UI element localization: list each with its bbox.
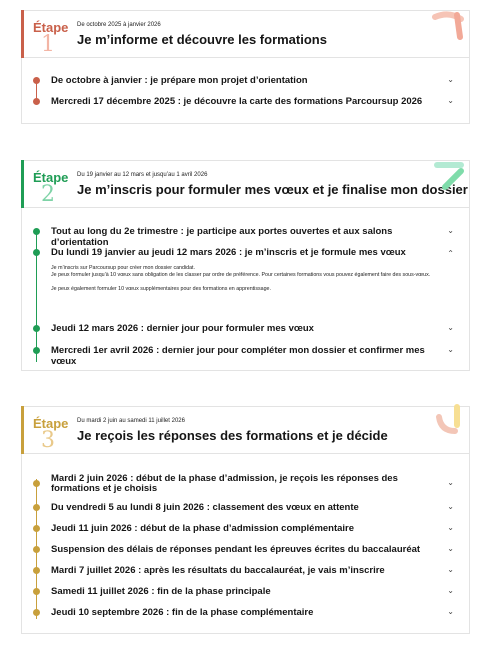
step-2-item-2[interactable]	[22, 247, 469, 258]
step-3-item-4[interactable]	[22, 544, 469, 555]
chevron-down-icon[interactable]: ⌄	[447, 544, 454, 553]
chevron-down-icon[interactable]: ⌄	[447, 502, 454, 511]
chevron-down-icon[interactable]: ⌄	[447, 478, 454, 487]
panel-text: Je peux également formuler 10 vœux supplémentaires pour des formations en apprentissage.	[51, 286, 271, 292]
step-2-header	[22, 161, 469, 208]
timeline-dot	[33, 325, 40, 332]
timeline-dot	[33, 546, 40, 553]
step-3-item-5[interactable]	[22, 565, 469, 576]
chevron-down-icon[interactable]: ⌄	[447, 323, 454, 332]
step-1-accent-bar	[21, 10, 24, 58]
item-label: Mardi 7 juillet 2026 : après les résultats du baccalauréat, je vais m’inscrire	[51, 565, 385, 576]
panel-text: Je m’inscris sur Parcoursup pour créer mon dossier candidat.	[51, 265, 195, 271]
step-1-item-2[interactable]	[22, 96, 469, 107]
item-label: Jeudi 11 juin 2026 : début de la phase d’admission complémentaire	[51, 523, 355, 534]
step-3-title: Je reçois les réponses des formations et je décide	[77, 428, 388, 443]
step-1-title: Je m’informe et découvre les formations	[77, 32, 327, 47]
step-1-card	[21, 10, 470, 124]
timeline-dot	[33, 609, 40, 616]
item-label: Samedi 11 juillet 2026 : fin de la phase principale	[51, 586, 271, 597]
step-3-etape-label: Étape	[33, 416, 69, 431]
timeline-dot	[33, 228, 40, 235]
item-label: Du lundi 19 janvier au jeudi 12 mars 2026 : je m’inscris et je formule mes vœux	[51, 247, 406, 258]
step-1-decoration-icon	[431, 7, 465, 41]
step-2-item-4[interactable]	[22, 345, 469, 367]
step-3-item-6[interactable]	[22, 586, 469, 597]
step-1-etape-label: Étape	[33, 20, 69, 35]
item-label: Suspension des délais de réponses pendant les épreuves écrites du baccalauréat	[51, 544, 421, 555]
step-2-number: 2	[41, 182, 55, 207]
step-2-title: Je m’inscris pour formuler mes vœux et je finalise mon dossier	[77, 182, 468, 197]
chevron-down-icon[interactable]: ⌄	[447, 96, 454, 105]
item-label: Jeudi 12 mars 2026 : dernier jour pour formuler mes vœux	[51, 323, 314, 334]
item-label: Jeudi 10 septembre 2026 : fin de la phase complémentaire	[51, 607, 314, 618]
timeline-dot	[33, 249, 40, 256]
timeline-dot	[33, 525, 40, 532]
chevron-down-icon[interactable]: ⌄	[447, 226, 454, 235]
timeline-dot	[33, 588, 40, 595]
item-label: Mercredi 17 décembre 2025 : je découvre la carte des formations Parcoursup 2026	[51, 96, 423, 107]
step-3-decoration-icon	[431, 403, 465, 437]
step-3-dates: Du mardi 2 juin au samedi 11 juillet 2026	[77, 418, 185, 424]
step-3-number: 3	[41, 428, 55, 453]
chevron-down-icon[interactable]: ⌄	[447, 607, 454, 616]
step-3-card	[21, 406, 470, 634]
chevron-down-icon[interactable]: ⌄	[447, 565, 454, 574]
item-label: De octobre à janvier : je prépare mon projet d’orientation	[51, 75, 308, 86]
chevron-down-icon[interactable]: ⌄	[447, 586, 454, 595]
chevron-up-icon[interactable]: ⌃	[447, 249, 454, 258]
item-label: Mardi 2 juin 2026 : début de la phase d’admission, je reçois les réponses des formations et je choisis	[51, 473, 398, 494]
step-3-item-1[interactable]	[22, 474, 469, 494]
step-3-header	[22, 407, 469, 454]
timeline-dot	[33, 98, 40, 105]
step-2-dates: Du 19 janvier au 12 mars et jusqu’au 1 avril 2026	[77, 172, 208, 178]
step-3-item-7[interactable]	[22, 607, 469, 618]
panel-text: Je peux formuler jusqu’à 10 vœux sans obligation de les classer par ordre de préférence. Pour certaines formations vous pouvez également faire des sous-vœux.	[51, 272, 431, 278]
step-1-header	[22, 11, 469, 58]
timeline-dot	[33, 504, 40, 511]
chevron-down-icon[interactable]: ⌄	[447, 523, 454, 532]
timeline-dot	[33, 347, 40, 354]
step-1-dates: De octobre 2025 à janvier 2026	[77, 22, 161, 28]
step-3-item-3[interactable]	[22, 523, 469, 534]
timeline-dot	[33, 77, 40, 84]
item-label: Du vendredi 5 au lundi 8 juin 2026 : classement des vœux en attente	[51, 502, 359, 513]
timeline-dot	[33, 567, 40, 574]
step-2-decoration-icon	[431, 157, 465, 191]
item-label: Mercredi 1er avril 2026 : dernier jour pour compléter mon dossier et confirmer mes vœux	[51, 345, 425, 367]
timeline-dot	[33, 480, 40, 487]
step-2-item-3[interactable]	[22, 323, 469, 334]
step-2-accent-bar	[21, 160, 24, 208]
step-2-etape-label: Étape	[33, 170, 69, 185]
step-3-accent-bar	[21, 406, 24, 454]
chevron-down-icon[interactable]: ⌄	[447, 75, 454, 84]
item-label: Tout au long du 2e trimestre : je participe aux portes ouvertes et aux salons d’orientation	[51, 226, 393, 248]
step-2-card	[21, 160, 470, 371]
step-1-number: 1	[41, 32, 55, 57]
step-2-item-1[interactable]	[22, 226, 469, 248]
chevron-down-icon[interactable]: ⌄	[447, 345, 454, 354]
step-3-item-2[interactable]	[22, 502, 469, 513]
step-1-item-1[interactable]	[22, 75, 469, 86]
step-2-item-2-panel	[22, 265, 469, 293]
